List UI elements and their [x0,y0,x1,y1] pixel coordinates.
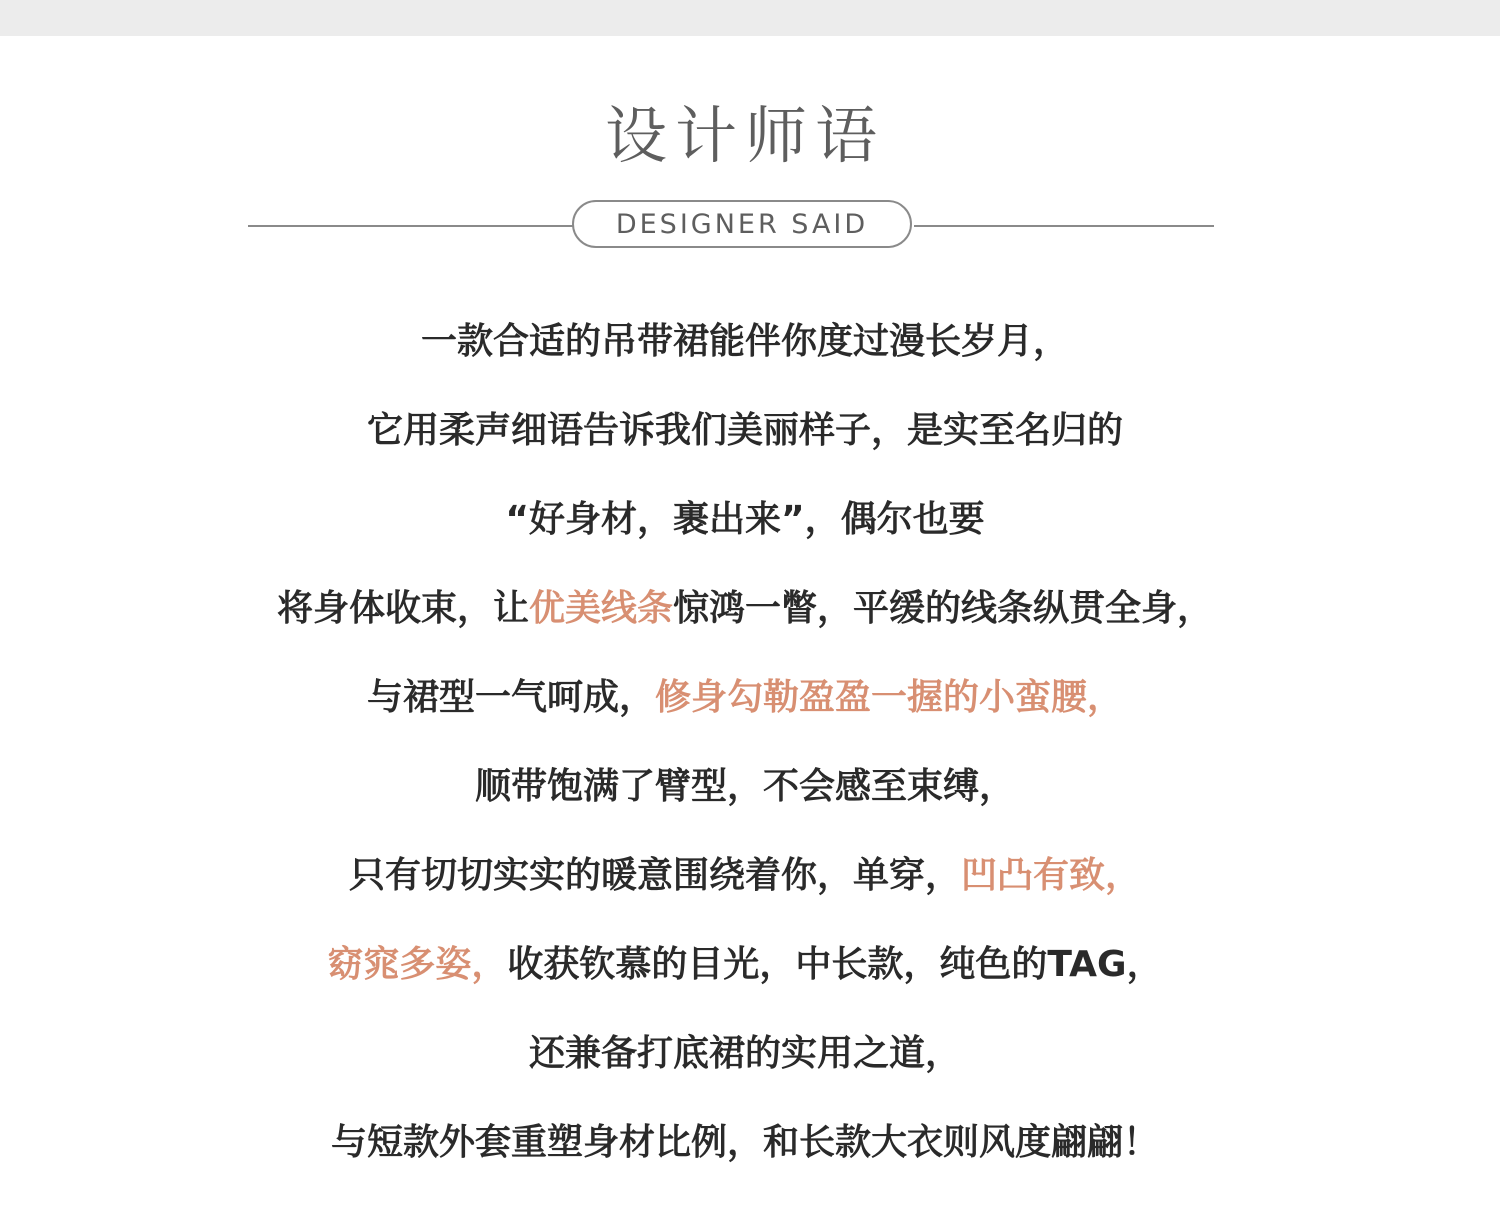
text-segment: 一款合适的吊带裙能伴你度过漫长岁月， [420,321,1069,362]
text-line-3 [0,486,1490,575]
divider-left [248,225,574,227]
divider-right [914,225,1214,227]
text-segment: 将身体收束，让 [276,588,529,629]
text-segment: 它用柔声细语告诉我们美丽样子，是实至名归的 [366,410,1123,451]
text-segment: “好身材，裹出来”，偶尔也要 [505,499,985,540]
text-segment: 与裙型一气呵成， [366,677,655,718]
subtitle-badge: DESIGNER SAID [572,200,912,248]
text-segment: 收获钦慕的目光，中长款，纯色的TAG， [507,944,1163,985]
text-segment: 还兼备打底裙的实用之道， [528,1033,961,1074]
text-segment: 顺带饱满了臂型，不会感至束缚， [474,766,1015,807]
text-line-2 [0,397,1490,486]
text-segment: 只有切切实实的暖意围绕着你，单穿， [348,855,961,896]
page-title: 设计师语 [604,99,885,172]
text-line-6 [0,753,1490,842]
text-line-7 [0,842,1490,931]
designer-text [0,308,1490,1198]
text-line-8 [0,931,1490,1020]
highlight-segment: 窈窕多姿， [327,944,508,985]
highlight-segment: 修身勾勒盈盈一握的小蛮腰， [655,677,1124,718]
text-line-4 [0,575,1490,664]
highlight-segment: 优美线条 [528,588,673,629]
text-line-5 [0,664,1490,753]
text-line-10 [0,1109,1490,1198]
text-segment: 惊鸿一瞥，平缓的线条纵贯全身， [673,588,1214,629]
text-line-9 [0,1020,1490,1109]
text-segment: 与短款外套重塑身材比例，和长款大衣则风度翩翩！ [330,1122,1159,1163]
top-bar [0,0,1500,36]
highlight-segment: 凹凸有致， [961,855,1142,896]
text-line-1 [0,308,1490,397]
